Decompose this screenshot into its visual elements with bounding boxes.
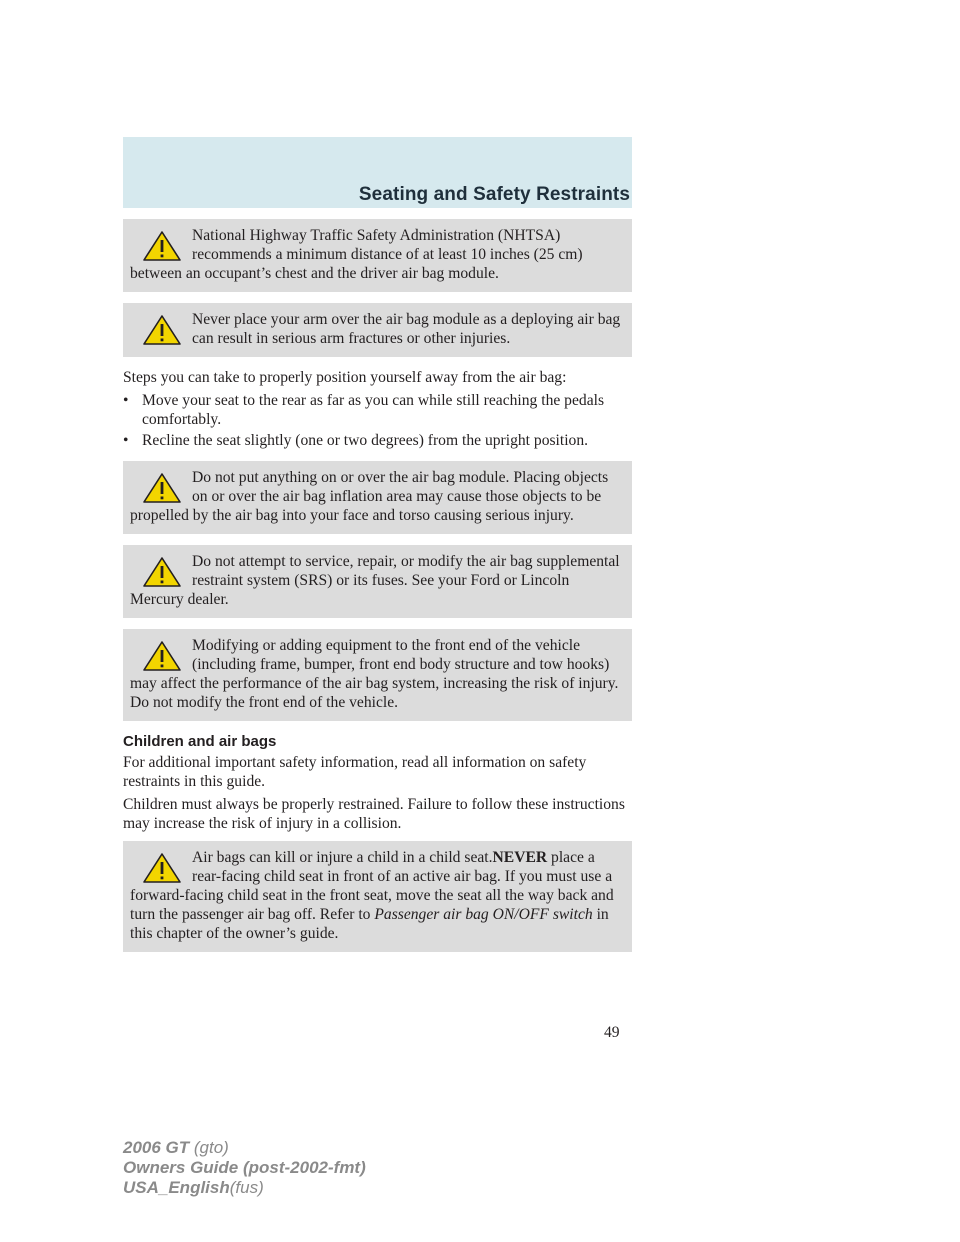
- children-heading: Children and air bags: [123, 733, 277, 750]
- never-emphasis: NEVER: [492, 849, 548, 866]
- list-item-text: Recline the seat slightly (one or two degrees) from the upright position.: [142, 432, 589, 449]
- warning-triangle-icon: [142, 314, 182, 346]
- warning-triangle-icon: [142, 556, 182, 588]
- warning-box: [123, 841, 632, 952]
- steps-intro: Steps you can take to properly position yourself away from the air bag:: [123, 369, 567, 386]
- warning-box: [123, 545, 632, 618]
- warning-box: [123, 303, 632, 357]
- footer-model-code: (gto): [193, 1138, 229, 1157]
- warning-triangle-icon: [142, 472, 182, 504]
- warning-triangle-icon: [142, 852, 182, 884]
- footer-language: USA_English: [123, 1178, 230, 1197]
- warning-text: place a rear-facing child seat in front of an active air bag. If you must use a forward-facing child seat in the front seat, move the seat all the way back and turn the passenger air bag off. Refer to: [130, 849, 614, 923]
- warning-triangle-icon: [142, 640, 182, 672]
- steps-list: [123, 391, 632, 450]
- warning-text: Never place your arm over the air bag module as a deploying air bag can result in serious arm fractures or other injuries.: [192, 311, 621, 347]
- warning-box: [123, 461, 632, 534]
- page-content: [123, 219, 632, 963]
- bullet-glyph: •: [123, 432, 129, 449]
- section-header-band: [123, 137, 632, 208]
- warning-text: Air bags can kill or injure a child in a child seat.: [192, 849, 493, 866]
- section-title: Seating and Safety Restraints: [358, 184, 630, 205]
- children-paragraph: For additional important safety information, read all information on safety restraints in this guide.: [123, 754, 587, 790]
- bullet-glyph: •: [123, 392, 129, 409]
- list-item: [123, 391, 632, 429]
- warning-triangle-icon: [142, 230, 182, 262]
- list-item: [123, 431, 632, 450]
- warning-text: Do not attempt to service, repair, or modify the air bag supplemental restraint system (SRS) or its fuses. See your Ford or Lincoln Mercury dealer.: [130, 553, 620, 608]
- list-item-text: Move your seat to the rear as far as you can while still reaching the pedals comfortably.: [142, 392, 605, 428]
- warning-text: Modifying or adding equipment to the front end of the vehicle (including frame, bumper, front end body structure and tow hooks) may affect the performance of the air bag system, increasing the risk of injury. Do not modify the front end of the vehicle.: [130, 637, 619, 711]
- section-reference: Passenger air bag ON/OFF switch: [374, 906, 593, 923]
- warning-text: in this chapter of the owner’s guide.: [130, 906, 609, 942]
- footer-line-model: [123, 1138, 366, 1158]
- warning-text: National Highway Traffic Safety Administration (NHTSA) recommends a minimum distance of at least 10 inches (25 cm) between an occupant’s chest and the driver air bag module.: [130, 227, 583, 282]
- footer-line-language: [123, 1178, 366, 1198]
- warning-box: [123, 629, 632, 721]
- footer-guide-format: Owners Guide (post-2002-fmt): [123, 1158, 366, 1177]
- warning-text: Do not put anything on or over the air bag module. Placing objects on or over the air bag inflation area may cause those objects to be propelled by the air bag into your face and torso causing serious injury.: [130, 469, 609, 524]
- document-footer: [123, 1138, 366, 1198]
- page-number: 49: [604, 1024, 620, 1041]
- footer-language-code: (fus): [229, 1178, 264, 1197]
- footer-model: 2006 GT: [123, 1138, 190, 1157]
- warning-box: [123, 219, 632, 292]
- children-paragraph: Children must always be properly restrained. Failure to follow these instructions may increase the risk of injury in a collision.: [123, 796, 625, 832]
